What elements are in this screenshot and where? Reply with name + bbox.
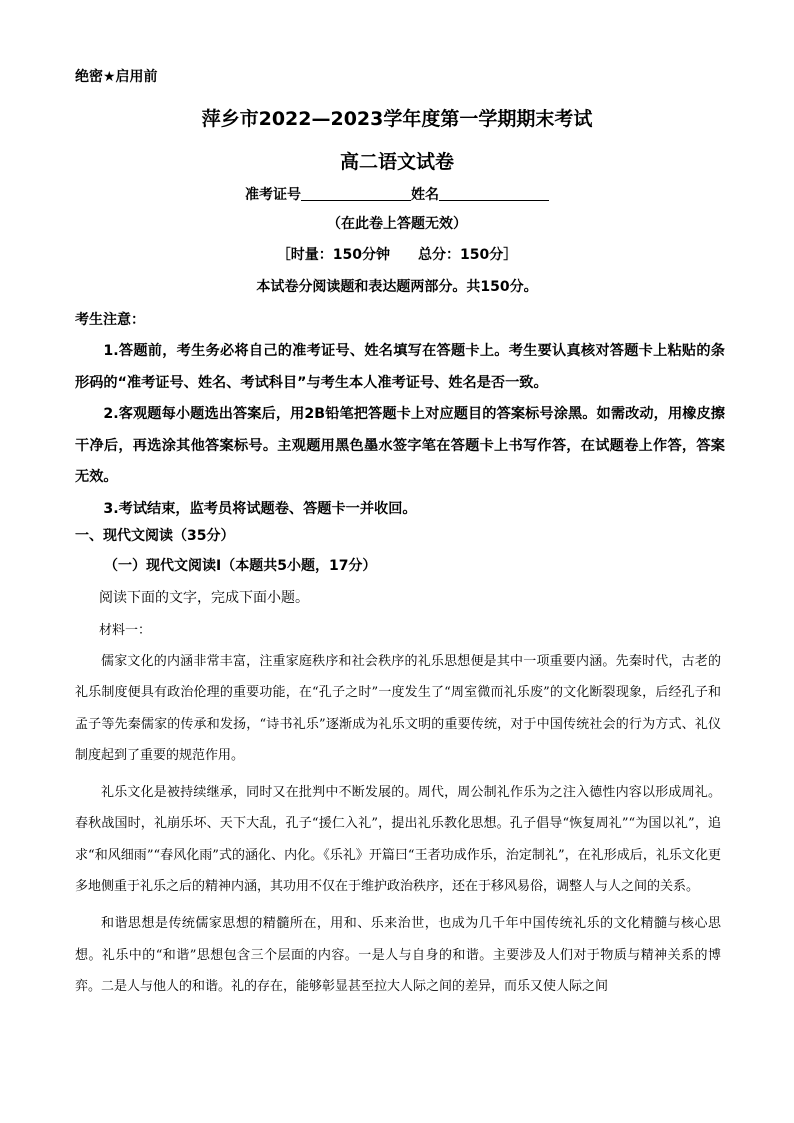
notice-title: 考生注意： bbox=[75, 312, 145, 328]
time-score-info: ［时量：150分钟 总分：150分］ bbox=[276, 247, 518, 263]
paper-summary: 本试卷分阅读题和表达题两部分。共150分。 bbox=[256, 279, 538, 295]
name-blank bbox=[439, 186, 549, 201]
notice-list bbox=[75, 336, 725, 525]
material-label: 材料一： bbox=[99, 623, 152, 638]
ticket-number-blank bbox=[301, 186, 411, 201]
notice-item: 3.考试结束，监考员将试题卷、答题卡一并收回。 bbox=[103, 500, 417, 517]
notice-item: 2.客观题每小题选出答案后，用2B铅笔把答题卡上对应题目的答案标号涂黑。如需改动，用橡皮擦干净后，再选涂其他答案标号。主观题用黑色墨水签字笔在答题卡上书写作答，在试题卷上作答，答案无效。 bbox=[75, 406, 725, 485]
name-label: 姓名 bbox=[411, 187, 439, 203]
exam-title: 萍乡市2022—2023学年度第一学期期末考试 bbox=[201, 108, 593, 130]
reading-material bbox=[75, 646, 721, 1002]
notice-item: 1.答题前，考生务必将自己的准考证号、姓名填写在答题卡上。考生要认真核对答题卡上粘贴的条形码的“准考证号、姓名、考试科目”与考生本人准考证号、姓名是否一致。 bbox=[75, 343, 725, 391]
section-heading: 一、现代文阅读（35分） bbox=[75, 528, 235, 544]
invalid-answer-note: （在此卷上答题无效） bbox=[327, 216, 467, 232]
subsection-heading: （一）现代文阅读Ⅰ（本题共5小题，17分） bbox=[104, 558, 377, 574]
material-paragraph: 儒家文化的内涵非常丰富，注重家庭秩序和社会秩序的礼乐思想便是其中一项重要内涵。先秦时代，古老的礼乐制度便具有政治伦理的重要功能，在“孔子之时”一度发生了“周室微而礼乐废”的文化断裂现象，后经孔子和孟子等先秦儒家的传承和发扬，“诗书礼乐”逐渐成为礼乐文明的重要传统，对于中国传统社会的行为方式、礼仪制度起到了重要的规范作用。 bbox=[75, 654, 721, 763]
confidential-label: 绝密★启用前 bbox=[75, 69, 158, 85]
ticket-number-label: 准考证号 bbox=[245, 187, 301, 203]
material-paragraph: 礼乐文化是被持续继承，同时又在批判中不断发展的。周代，周公制礼作乐为之注入德性内容以形成周礼。春秋战国时，礼崩乐坏、天下大乱，孔子“援仁入礼”，提出礼乐教化思想。孔子倡导“恢复周礼”“为国以礼”，追求“和风细雨”“春风化雨”式的涵化、内化。《乐礼》开篇曰“王者功成作乐，治定制礼”，在礼形成后，礼乐文化更多地侧重于礼乐之后的精神内涵，其功用不仅在于维护政治秩序，还在于移风易俗，调整人与人之间的关系。 bbox=[75, 785, 721, 895]
paper-title: 高二语文试卷 bbox=[339, 151, 454, 173]
reading-instruction: 阅读下面的文字，完成下面小题。 bbox=[99, 590, 309, 606]
material-paragraph: 和谐思想是传统儒家思想的精髓所在，用和、乐来治世，也成为几千年中国传统礼乐的文化精髓与核心思想。礼乐中的“和谐”思想包含三个层面的内容。一是人与自身的和谐。主要涉及人们对于物质与精神关系的博弈。二是人与他人的和谐。礼的存在，能够彰显甚至拉大人际之间的差异，而乐又使人际之间 bbox=[75, 916, 721, 994]
candidate-info-line bbox=[0, 184, 794, 204]
